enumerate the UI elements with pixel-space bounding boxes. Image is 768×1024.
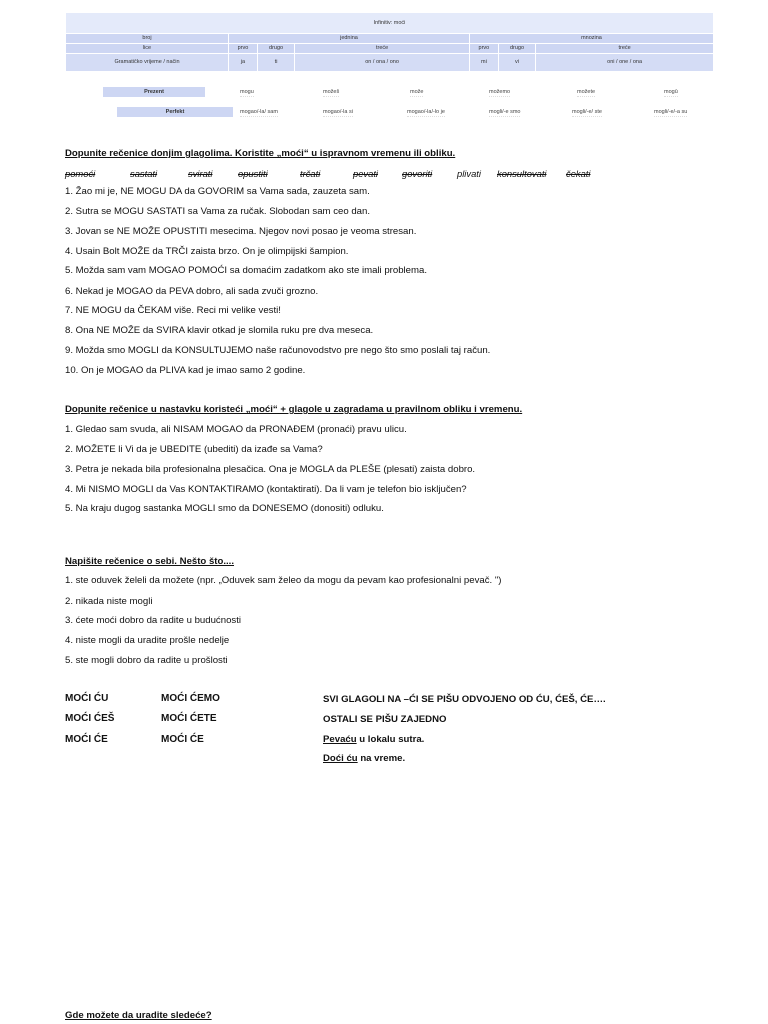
example-rest: u lokalu sutra. (356, 734, 425, 745)
form-cell: možemo (489, 89, 511, 95)
exercise1-item: 1. Žao mi je, NE MOGU DA da GOVORIM sa Vama sada, zauzeta sam. (65, 186, 370, 197)
rule-separate: SVI GLAGOLI NA –ĆI SE PIŠU ODVOJENO OD ĆU, ĆEŠ, ĆE…. (323, 694, 606, 705)
exercise1-item: 10. On je MOGAO da PLIVA kad je imao samo 2 godine. (65, 365, 306, 376)
rule-example (323, 753, 405, 764)
form-cell: mogli/-e/-a su (654, 109, 688, 115)
exercise2-item: 2. MOŽETE li Vi da je UBEDITE (ubediti) da izađe sa Vama? (65, 444, 323, 455)
exercise3-item: 5. ste mogli dobro da radite u prošlosti (65, 655, 228, 666)
word-bank-item: plivati (457, 168, 481, 179)
final-heading: Gde možete da uradite sledeće? (65, 1010, 212, 1021)
exercise1-item: 7. NE MOGU da ČEKAM više. Reci mi velike vesti! (65, 305, 281, 316)
table-title: Infinitiv: moći (66, 13, 714, 34)
form-cell: mogū (664, 89, 678, 95)
label-jednina: jednina (229, 34, 470, 44)
future-form: MOĆI ĆU (65, 693, 109, 704)
label-lice: lice (66, 44, 229, 54)
label-broj: broj (66, 34, 229, 44)
pronoun-cell: mi (469, 54, 498, 72)
form-cell: može (410, 89, 424, 95)
person-cell: prvo (469, 44, 498, 54)
future-form: MOĆI ĆE (65, 734, 108, 745)
exercise1-item: 4. Usain Bolt MOŽE da TRČI zaista brzo. On je olimpijski šampion. (65, 246, 349, 257)
future-form: MOĆI ĆE (161, 734, 204, 745)
exercise3-item: 4. niste mogli da uradite prošle nedelje (65, 635, 230, 646)
form-cell: mogli/-e/ ste (572, 109, 602, 115)
form-cell: možete (577, 89, 596, 95)
exercise2-item: 3. Petra je nekada bila profesionalna plesačica. Ona je MOGLA da PLEŠE (plesati) zaista dobro. (65, 464, 476, 475)
exercise2-item: 5. Na kraju dugog sastanka MOGLI smo da DONESEMO (donositi) odluku. (65, 503, 384, 514)
exercise3-item: 2. nikada niste mogli (65, 596, 153, 607)
exercise3-item: 3. ćete moći dobro da radite u budućnosti (65, 615, 241, 626)
exercise3-item: 1. ste oduvek želeli da možete (npr. „Oduvek sam želeo da mogu da pevam kao profesionalni pevač. ") (65, 575, 502, 586)
word-bank-item: pomoći (65, 168, 96, 179)
exercise1-item: 8. Ona NE MOŽE da SVIRA klavir otkad je slomila ruku pre dva meseca. (65, 325, 374, 336)
perfekt-row (65, 106, 714, 118)
rule-example (323, 734, 424, 745)
exercise1-item: 3. Jovan se NE MOŽE OPUSTITI mesecima. Njegov novi posao je veoma stresan. (65, 226, 417, 237)
word-bank-item: pevati (353, 168, 379, 179)
form-cell: mogao/-la si (323, 109, 353, 115)
row-label: Prezent (103, 87, 205, 97)
prezent-row (65, 86, 714, 98)
pronoun-cell: on / ona / ono (295, 54, 470, 72)
label-mnozina: mnozina (469, 34, 713, 44)
person-cell: drugo (498, 44, 535, 54)
form-cell: možeš (323, 89, 340, 95)
word-bank-item: sastati (130, 168, 158, 179)
form-cell: mogao/-la/ sam (240, 109, 278, 115)
label-gram: Gramatičko vrijeme / način (66, 54, 229, 72)
word-bank-item: govoriti (402, 168, 433, 179)
exercise1-item: 2. Sutra se MOGU SASTATI sa Vama za ručak. Slobodan sam ceo dan. (65, 206, 370, 217)
exercise3-heading: Napišite rečenice o sebi. Nešto što.... (65, 556, 235, 567)
pronoun-cell: ti (257, 54, 294, 72)
rule-together: OSTALI SE PIŠU ZAJEDNO (323, 714, 447, 725)
conjugation-table (65, 12, 714, 72)
pronoun-cell: oni / one / ona (536, 54, 714, 72)
exercise2-item: 4. Mi NISMO MOGLI da Vas KONTAKTIRAMO (kontaktirati). Da li vam je telefon bio isključen? (65, 484, 467, 495)
exercise1-item: 5. Možda sam vam MOGAO POMOĆI sa domaćim zadatkom ako ste imali problema. (65, 265, 428, 276)
row-label: Perfekt (117, 107, 233, 117)
exercise2-item: 1. Gledao sam svuda, ali NISAM MOGAO da PRONAĐEM (pronaći) pravu ulicu. (65, 424, 407, 435)
future-form: MOĆI ĆETE (161, 713, 217, 724)
word-bank-item: konsultovati (497, 168, 547, 179)
person-cell: prvo (229, 44, 258, 54)
form-cell: mogao/-la/-lo je (407, 109, 445, 115)
word-bank-item: čekati (566, 168, 591, 179)
future-form: MOĆI ĆEŠ (65, 713, 115, 724)
exercise1-item: 6. Nekad je MOGAO da PEVA dobro, ali sada zvuči grozno. (65, 286, 319, 297)
word-bank-item: trčati (300, 168, 321, 179)
person-cell: treće (536, 44, 714, 54)
exercise1-heading: Dopunite rečenice donjim glagolima. Koristite „moći“ u ispravnom vremenu ili obliku. (65, 148, 456, 159)
exercise1-item: 9. Možda smo MOGLI da KONSULTUJEMO naše računovodstvo pre nego što smo poslali taj račun. (65, 345, 491, 356)
future-form: MOĆI ĆEMO (161, 693, 220, 704)
example-word: Doći ću (323, 753, 358, 764)
pronoun-cell: ja (229, 54, 258, 72)
example-rest: na vreme. (357, 753, 406, 764)
word-bank-item: opustiti (238, 168, 268, 179)
person-cell: treće (295, 44, 470, 54)
person-cell: drugo (257, 44, 294, 54)
exercise2-heading: Dopunite rečenice u nastavku koristeći „moći“ + glagole u zagradama u pravilnom obliku i vremenu. (65, 404, 523, 415)
word-bank-item: svirati (188, 168, 213, 179)
example-word: Pevaću (323, 734, 357, 745)
form-cell: mogu (240, 89, 254, 95)
pronoun-cell: vi (498, 54, 535, 72)
form-cell: mogli/-e smo (489, 109, 521, 115)
